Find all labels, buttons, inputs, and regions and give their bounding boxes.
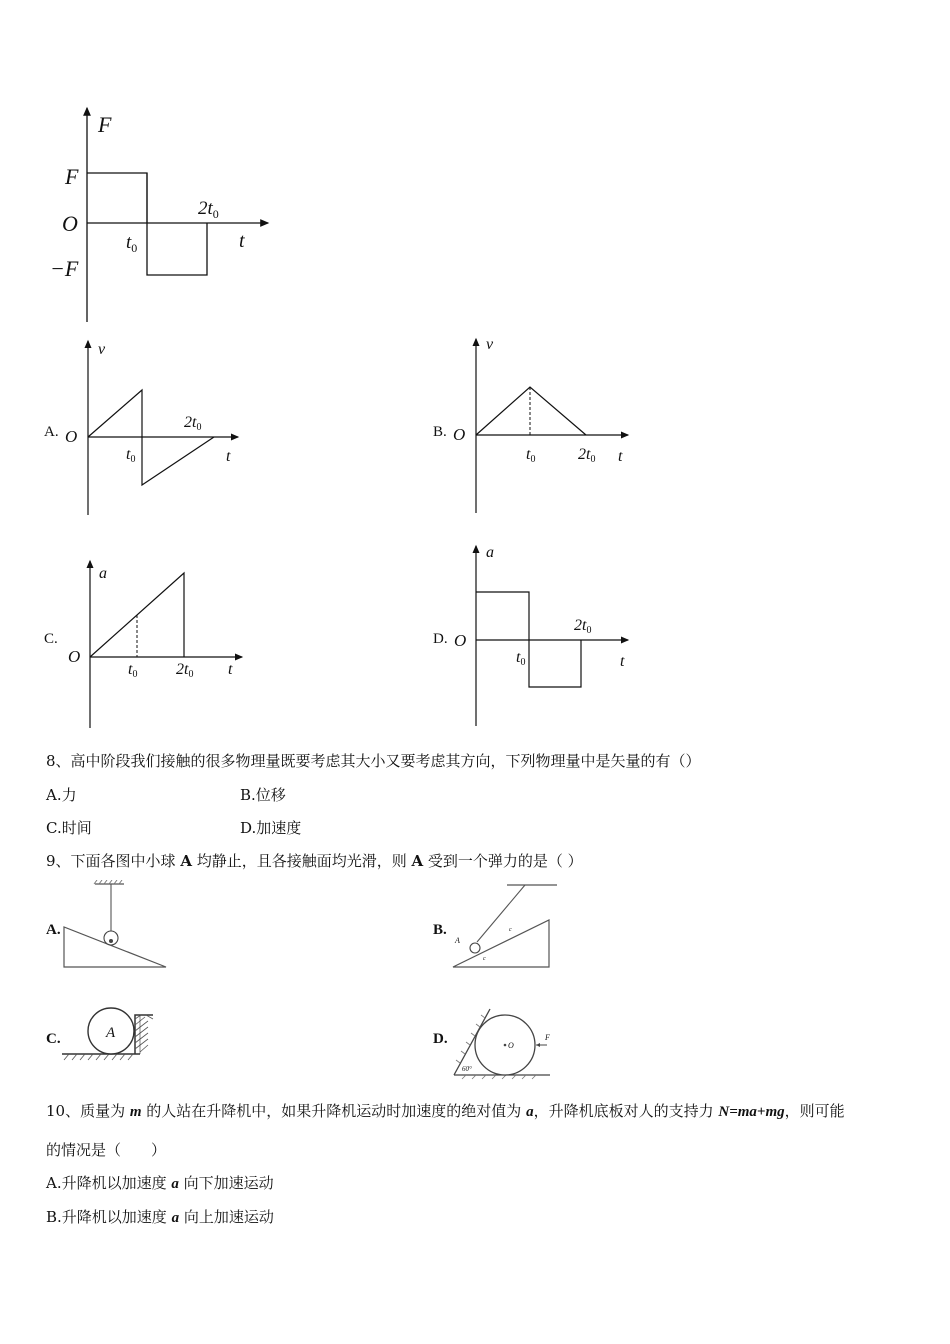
- t-axis-label: t: [618, 448, 623, 465]
- angle-label: 60°: [462, 1065, 472, 1073]
- q10-text: ，升降机底板对人的支持力: [533, 1102, 719, 1120]
- svg-text:c: c: [509, 927, 512, 933]
- q9-stem-text: 9、下面各图中小球: [46, 852, 181, 870]
- graph-c-acceleration: [62, 555, 252, 730]
- pos-label: F: [65, 164, 79, 189]
- q8-option-a: A.力: [46, 786, 77, 804]
- t0-label: $t_0$: [126, 232, 138, 255]
- q9-stem-text: 均静止，且各接触面均光滑，则: [191, 852, 412, 870]
- y-label: a: [486, 544, 494, 561]
- q10-option-a: [46, 1172, 274, 1193]
- graph-d-acceleration: [448, 540, 638, 730]
- t0-label: t0: [128, 661, 138, 680]
- q10-text: 向上加速运动: [179, 1208, 274, 1226]
- q10-text: ，则可能: [784, 1102, 845, 1120]
- q9-label-b: B.: [433, 922, 447, 938]
- velocity-line: [476, 387, 586, 435]
- q9-stem-text: 受到一个弹力的是（ ）: [423, 852, 583, 870]
- svg-text:c: c: [483, 956, 486, 962]
- option-c-letter: C.: [44, 631, 58, 647]
- origin-label: O: [62, 211, 78, 236]
- option-b-letter: B.: [433, 424, 447, 440]
- graph-b-velocity: [448, 333, 638, 518]
- q9-ball-ref: A: [411, 852, 424, 870]
- q10-var-a: a: [526, 1104, 534, 1120]
- q8-option-b: B.位移: [240, 786, 286, 804]
- q10-text: 10、质量为: [46, 1102, 130, 1120]
- graph-a-velocity: [60, 335, 250, 520]
- q10-var-m: m: [129, 1104, 142, 1120]
- origin-label: O: [453, 425, 466, 444]
- ball: [470, 943, 480, 953]
- two-t0-label: 2t0: [176, 661, 194, 680]
- two-t0-label: $2t_0$: [198, 198, 219, 221]
- q9-figure-a: [60, 880, 175, 972]
- q9-figure-c: [60, 1005, 160, 1070]
- q10-stem-line2: 的情况是（ ）: [46, 1141, 167, 1159]
- svg-text:A: A: [455, 936, 460, 945]
- origin-label: O: [65, 427, 78, 446]
- q10-text: 的人站在升降机中，如果升降机运动时加速度的绝对值为: [141, 1102, 527, 1120]
- q10-formula: N=ma+mg: [718, 1104, 785, 1120]
- q10-stem-line1: [46, 1100, 845, 1121]
- y-label: v: [486, 336, 494, 353]
- q9-figure-d: [450, 1005, 555, 1080]
- q10-var-a: a: [171, 1176, 179, 1192]
- q8-option-c: C.时间: [46, 819, 92, 837]
- origin-label: O: [454, 631, 467, 650]
- force-f-label: F: [545, 1033, 550, 1042]
- two-t0-label: 2t0: [578, 446, 596, 465]
- center-o-label: O: [508, 1041, 514, 1050]
- q10-var-a: a: [171, 1210, 180, 1226]
- t-axis-label: t: [226, 448, 231, 465]
- q9-stem: [46, 850, 583, 871]
- q8-stem: 8、高中阶段我们接触的很多物理量既要考虑其大小又要考虑其方向，下列物理量中是矢量的有（）: [46, 752, 701, 770]
- y-label: F: [98, 112, 112, 137]
- t0-label: t0: [526, 446, 536, 465]
- q9-label-d: D.: [433, 1031, 448, 1047]
- q10-text: B.升降机以加速度: [46, 1208, 172, 1226]
- t-axis-label: t: [239, 230, 245, 252]
- y-label: a: [99, 565, 107, 582]
- option-d-letter: D.: [433, 631, 448, 647]
- q10-text: 向下加速运动: [178, 1174, 274, 1192]
- two-t0-label: 2t0: [184, 414, 202, 433]
- q9-label-a: A.: [46, 922, 61, 938]
- t0-label: t0: [126, 446, 136, 465]
- q9-figure-b: [445, 880, 560, 972]
- t0-label: t0: [516, 649, 526, 668]
- q9-label-c: C.: [46, 1031, 61, 1047]
- t-axis-label: t: [228, 661, 233, 678]
- y-label: v: [98, 341, 106, 358]
- neg-label: −F: [50, 256, 79, 281]
- ball-a-label: A: [106, 1025, 116, 1041]
- option-a-letter: A.: [44, 424, 59, 440]
- q10-option-b: [46, 1206, 274, 1227]
- two-t0-label: 2t0: [574, 617, 592, 636]
- q9-ball-ref: A: [180, 852, 192, 870]
- q8-option-d: D.加速度: [240, 819, 302, 837]
- origin-label: O: [68, 647, 81, 666]
- force-time-graph: [40, 100, 280, 325]
- t-axis-label: t: [620, 653, 625, 670]
- q10-text: A.升降机以加速度: [46, 1174, 172, 1192]
